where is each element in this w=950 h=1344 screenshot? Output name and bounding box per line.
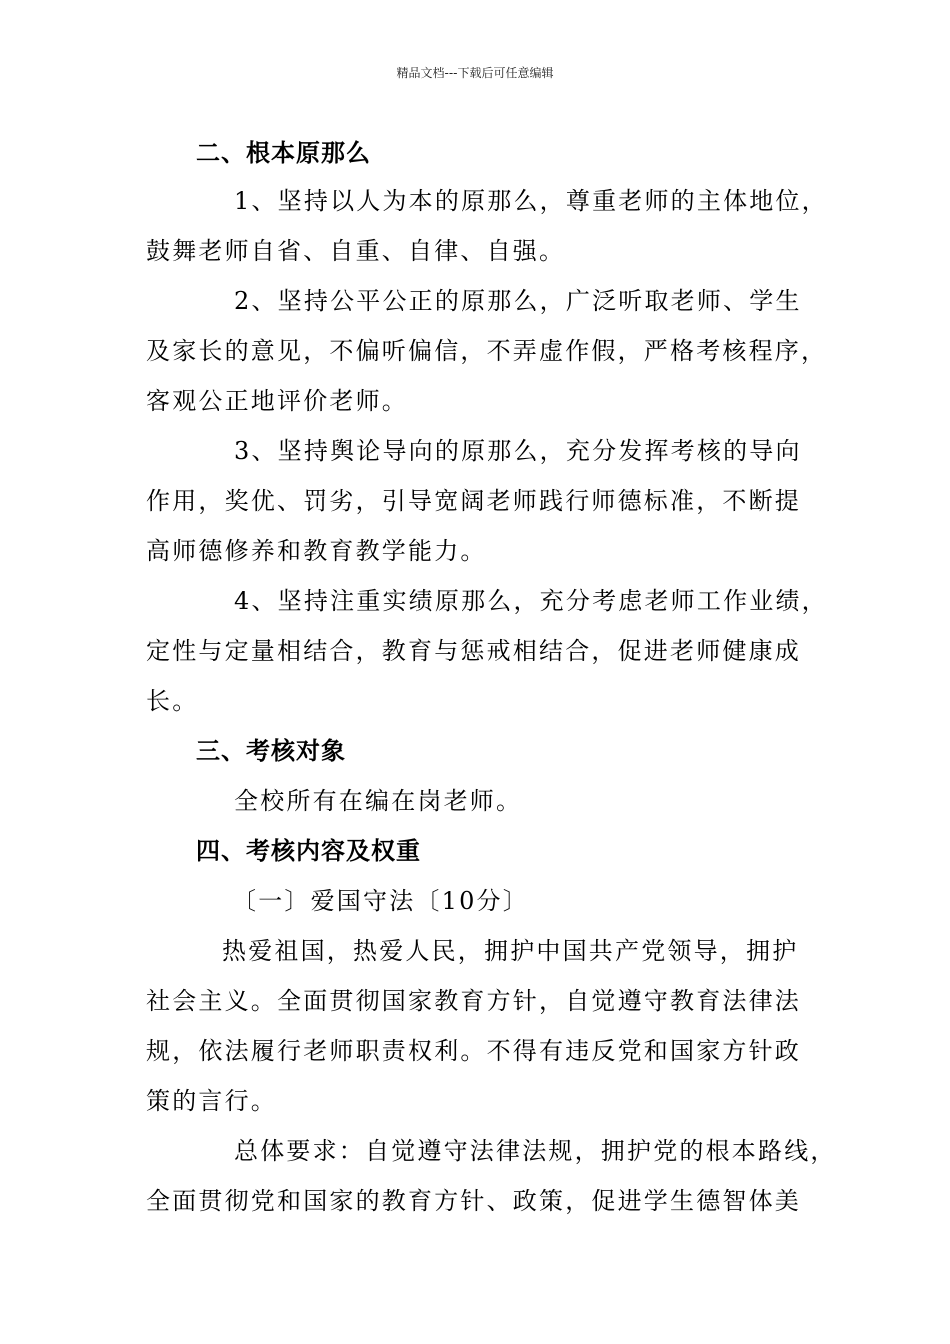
section-heading-content: 四、考核内容及权重 bbox=[196, 837, 421, 865]
text-line: 高师德修养和教育教学能力。 bbox=[146, 537, 487, 565]
subsection-heading: 〔一〕爱国守法〔10分〕 bbox=[232, 887, 529, 915]
text-line: 及家长的意见，不偏听偏信，不弄虚作假，严格考核程序， bbox=[146, 337, 828, 365]
text-line: 客观公正地评价老师。 bbox=[146, 387, 408, 415]
text-line: 定性与定量相结合，教育与惩戒相结合，促进老师健康成 bbox=[146, 637, 801, 665]
section-heading-targets: 三、考核对象 bbox=[196, 737, 346, 765]
text-line: 3、坚持舆论导向的原那么，充分发挥考核的导向 bbox=[234, 437, 802, 465]
text-line: 2、坚持公平公正的原那么，广泛听取老师、学生 bbox=[234, 287, 802, 315]
text-line: 作用，奖优、罚劣，引导宽阔老师践行师德标准，不断提 bbox=[146, 487, 801, 515]
text-line: 热爱祖国，热爱人民，拥护中国共产党领导，拥护 bbox=[222, 937, 799, 965]
text-line: 长。 bbox=[146, 687, 199, 715]
text-line: 社会主义。全面贯彻国家教育方针，自觉遵守教育法律法 bbox=[146, 987, 801, 1015]
section-heading-principles: 二、根本原那么 bbox=[196, 139, 371, 167]
page-header: 精品文档---下载后可任意编辑 bbox=[396, 66, 554, 80]
text-line: 全校所有在编在岗老师。 bbox=[234, 787, 523, 815]
text-line: 鼓舞老师自省、自重、自律、自强。 bbox=[146, 237, 566, 265]
text-line: 策的言行。 bbox=[146, 1087, 277, 1115]
text-line: 总体要求：自觉遵守法律法规，拥护党的根本路线， bbox=[234, 1137, 837, 1165]
text-line: 规，依法履行老师职责权利。不得有违反党和国家方针政 bbox=[146, 1037, 801, 1065]
text-line: 1、坚持以人为本的原那么，尊重老师的主体地位， bbox=[234, 187, 828, 215]
text-line: 全面贯彻党和国家的教育方针、政策，促进学生德智体美 bbox=[146, 1187, 801, 1215]
text-line: 4、坚持注重实绩原那么，充分考虑老师工作业绩， bbox=[234, 587, 828, 615]
